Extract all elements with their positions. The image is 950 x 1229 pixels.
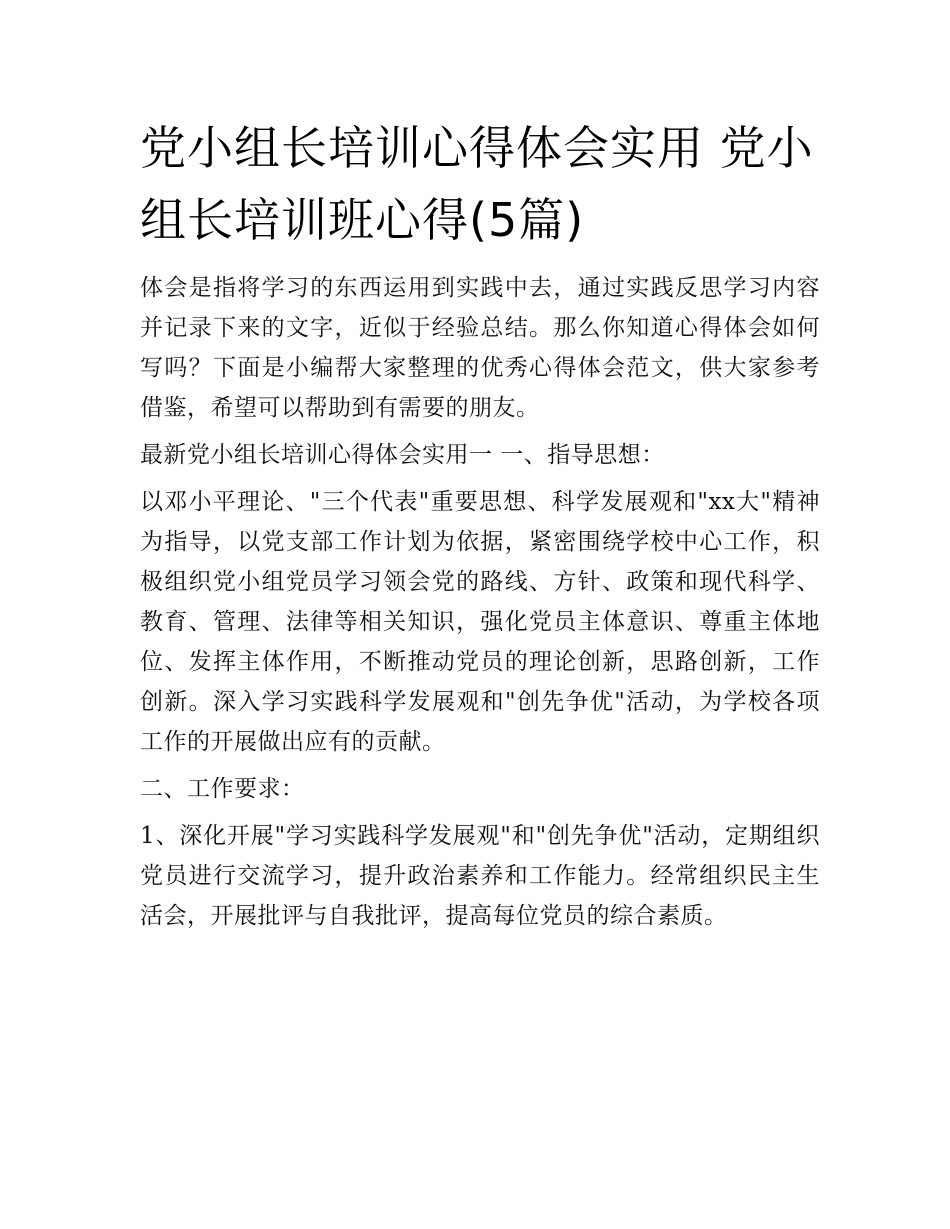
section-heading-guiding-ideology: 最新党小组长培训心得体会实用一 一、指导思想： [140,442,665,468]
document-title: 党小组长培训心得体会实用 党小组长培训班心得(5篇) [140,121,814,247]
intro-paragraph: 体会是指将学习的东西运用到实践中去，通过实践反思学习内容并记录下来的文字，近似于经验总结。那么你知道心得体会如何写吗？下面是小编帮大家整理的优秀心得体会范文，供大家参考借鉴，希望可以帮助到有需要的朋友。 [140,275,820,421]
work-requirement-item-1: 1、深化开展"学习实践科学发展观"和"创先争优"活动，定期组织党员进行交流学习，提升政治素养和工作能力。经常组织民主生活会，开展批评与自我批评，提高每位党员的综合素质。 [140,823,820,929]
document-page [140,112,820,943]
guiding-ideology-paragraph: 以邓小平理论、"三个代表"重要思想、科学发展观和"xx大"精神为指导，以党支部工作计划为依据，紧密围绕学校中心工作，积极组织党小组党员学习领会党的路线、方针、政策和现代科学、教育、管理、法律等相关知识，强化党员主体意识、尊重主体地位、发挥主体作用，不断推动党员的理论创新，思路创新，工作创新。深入学习实践科学发展观和"创先争优"活动，为学校各项工作的开展做出应有的贡献。 [140,489,820,755]
section-heading-work-requirements: 二、工作要求： [140,776,305,802]
